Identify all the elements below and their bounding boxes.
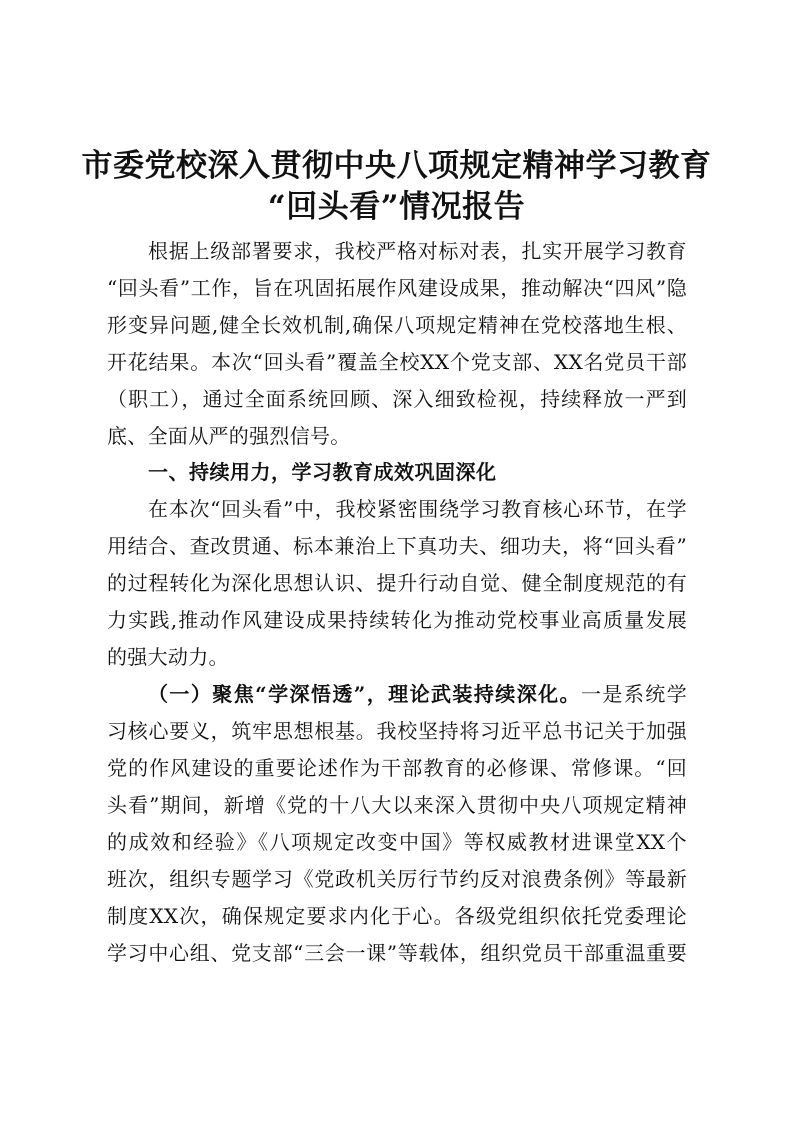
document-title-line-1: 市委党校深入贯彻中央八项规定精神学习教育 <box>81 148 712 184</box>
document-title-line-2: “回头看”情况报告 <box>267 189 526 225</box>
section1-line: 用结合、查改贯通、标本兼治上下真功夫、细功夫，将“回头看” <box>107 534 687 558</box>
subsection-heading: （一）聚焦“学深悟透”，理论武装持续深化。 <box>148 682 581 706</box>
section1-line: 在本次“回头看”中，我校紧密围绕学习教育核心环节，在学 <box>148 497 687 521</box>
intro-line: “回头看”工作，旨在巩固拓展作风建设成果，推动解决“四风”隐 <box>107 276 687 300</box>
intro-line: 底、全面从严的强烈信号。 <box>107 424 351 448</box>
subsection1-line: 的成效和经验》《八项规定改变中国》等权威教材进课堂XX个 <box>107 830 687 854</box>
subsection1-line: 头看”期间，新增《党的十八大以来深入贯彻中央八项规定精神 <box>107 793 687 817</box>
subsection1-line: 习核心要义，筑牢思想根基。我校坚持将习近平总书记关于加强 <box>107 719 687 743</box>
intro-line: 开花结果。本次“回头看”覆盖全校XX个党支部、XX名党员干部 <box>107 350 687 374</box>
subsection1-line: 学习中心组、党支部“三会一课”等载体，组织党员干部重温重要 <box>107 941 687 965</box>
section-heading: 一、持续用力，学习教育成效巩固深化 <box>148 460 497 484</box>
intro-line: 根据上级部署要求，我校严格对标对表，扎实开展学习教育 <box>148 239 687 263</box>
intro-line: 形变异问题,健全长效机制,确保八项规定精神在党校落地生根、 <box>107 313 687 337</box>
subsection1-first-line-rest: 一是系统学 <box>581 682 688 706</box>
subsection1-line: 制度XX次，确保规定要求内化于心。各级党组织依托党委理论 <box>107 904 687 928</box>
section1-line: 力实践,推动作风建设成果持续转化为推动党校事业高质量发展 <box>107 608 687 632</box>
subsection1-first-line <box>148 679 687 709</box>
section1-line: 的强大动力。 <box>107 645 229 669</box>
subsection1-line: 党的作风建设的重要论述作为干部教育的必修课、常修课。“回 <box>107 756 687 780</box>
subsection1-line: 班次，组织专题学习《党政机关厉行节约反对浪费条例》等最新 <box>107 867 687 891</box>
section1-line: 的过程转化为深化思想认识、提升行动自觉、健全制度规范的有 <box>107 571 687 595</box>
intro-line: （职工），通过全面系统回顾、深入细致检视，持续释放一严到 <box>107 387 687 411</box>
